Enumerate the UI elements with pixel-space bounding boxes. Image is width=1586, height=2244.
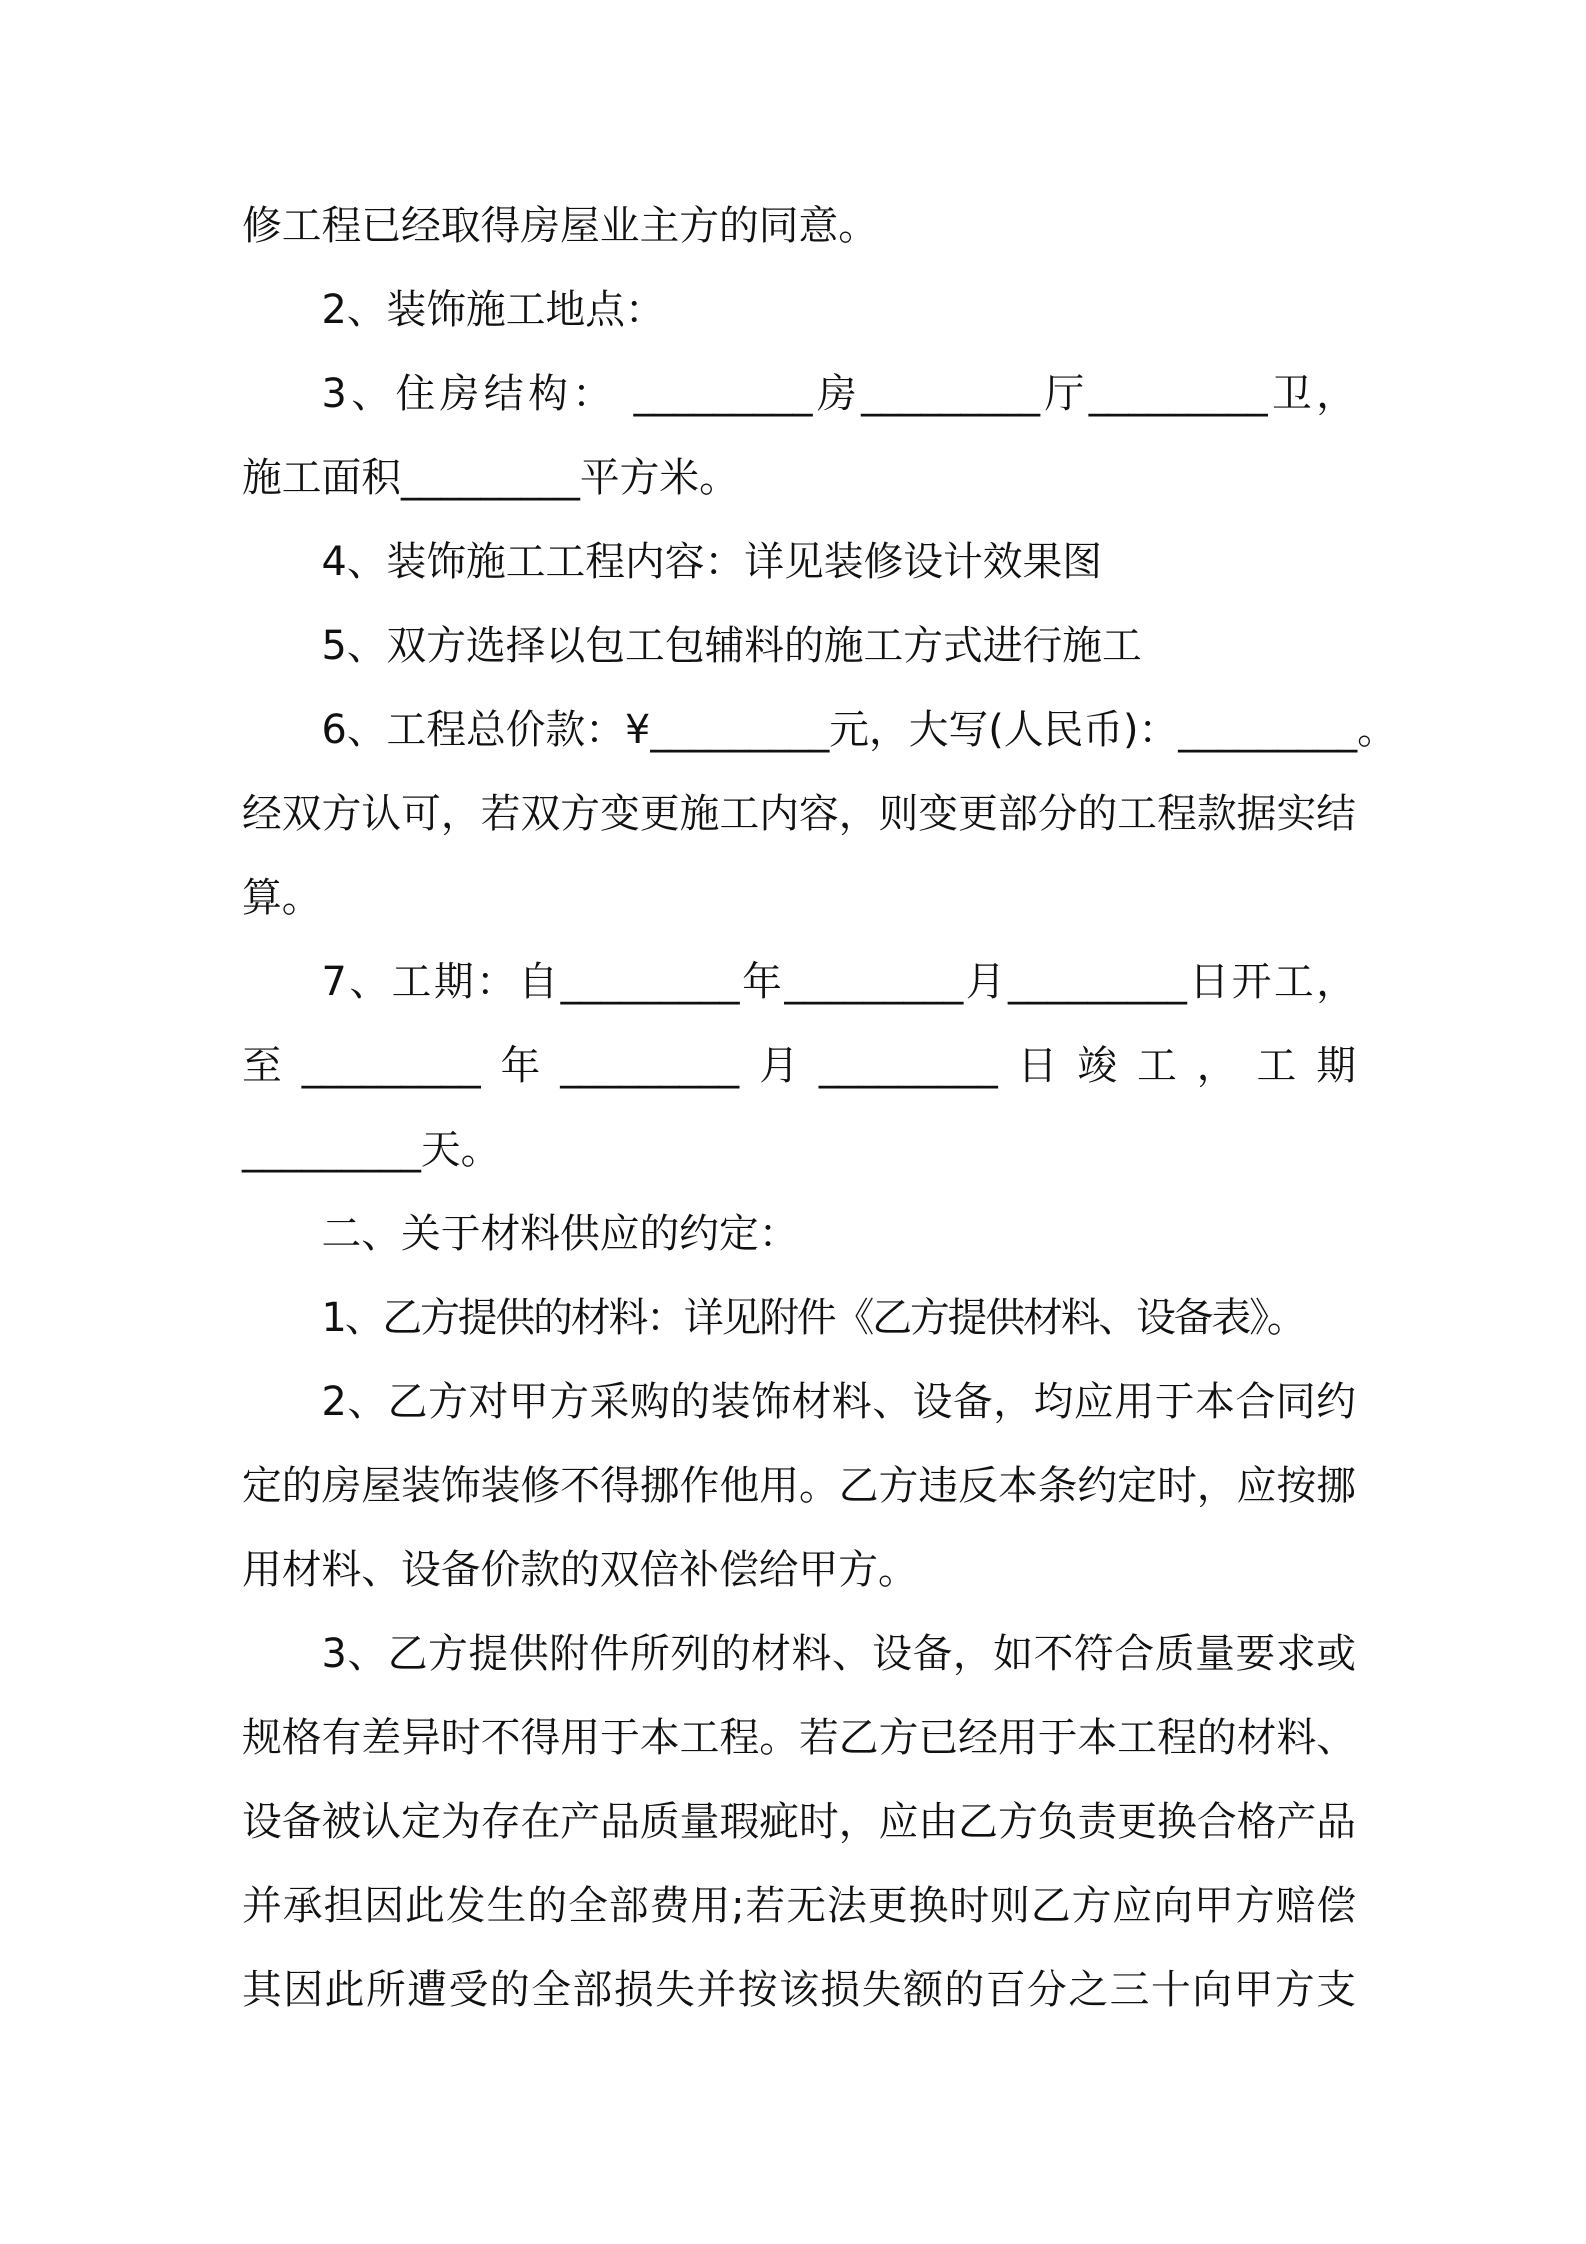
clause-total-price — [242, 688, 1397, 940]
text-line: 6、工程总价款：¥_________元，大写(人民币)：_________。 — [321, 707, 1397, 753]
clause-work-content — [242, 520, 1356, 604]
text-line: 用材料、设备价款的双倍补偿给甲方。 — [242, 1547, 918, 1593]
text-line: 其因此所遭受的全部损失并按该损失额的百分之三十向甲方支 — [242, 1967, 1356, 2013]
section-heading-materials — [242, 1192, 1356, 1276]
text-line: 施工面积_________平方米。 — [242, 455, 739, 501]
text-line: 经双方认可，若双方变更施工内容，则变更部分的工程款据实结 — [242, 791, 1356, 837]
clause-materials-usage — [242, 1360, 1356, 1612]
clause-materials-provided — [242, 1276, 1356, 1360]
text-line: 1、乙方提供的材料：详见附件《乙方提供材料、设备表》。 — [321, 1295, 1305, 1341]
text-line: 2、装饰施工地点： — [321, 287, 665, 333]
text-line: 算。 — [242, 875, 322, 921]
text-line: _________天。 — [242, 1127, 501, 1173]
paragraph-continued-consent — [242, 184, 1356, 268]
text-line: 规格有差异时不得用于本工程。若乙方已经用于本工程的材料、 — [242, 1715, 1356, 1761]
clause-construction-site — [242, 268, 1356, 352]
text-line: 5、双方选择以包工包辅料的施工方式进行施工 — [321, 623, 1142, 669]
text-line: 4、装饰施工工程内容：详见装修设计效果图 — [321, 539, 1103, 585]
text-line: 7、工期：自_________年_________月_________日开工， — [321, 959, 1356, 1005]
text-line: 修工程已经取得房屋业主方的同意。 — [242, 203, 879, 249]
text-line: 2、乙方对甲方采购的装饰材料、设备，均应用于本合同约 — [321, 1379, 1356, 1425]
text-line: 定的房屋装饰装修不得挪作他用。乙方违反本条约定时，应按挪 — [242, 1463, 1356, 1509]
clause-construction-method — [242, 604, 1356, 688]
clause-materials-quality — [242, 1612, 1356, 2032]
text-line: 3、乙方提供附件所列的材料、设备，如不符合质量要求或 — [321, 1631, 1356, 1677]
text-line: 并承担因此发生的全部费用;若无法更换时则乙方应向甲方赔偿 — [242, 1883, 1356, 1929]
document-body — [242, 184, 1397, 2032]
section-heading: 二、关于材料供应的约定： — [321, 1211, 799, 1257]
clause-construction-period — [242, 940, 1356, 1192]
text-line: 设备被认定为存在产品质量瑕疵时，应由乙方负责更换合格产品 — [242, 1799, 1356, 1845]
clause-housing-structure — [242, 352, 1356, 520]
text-line: 3、住房结构： _________房_________厅_________卫， — [321, 371, 1356, 417]
text-line: 至_________年_________月_________日竣工，工期 — [242, 1043, 1356, 1089]
